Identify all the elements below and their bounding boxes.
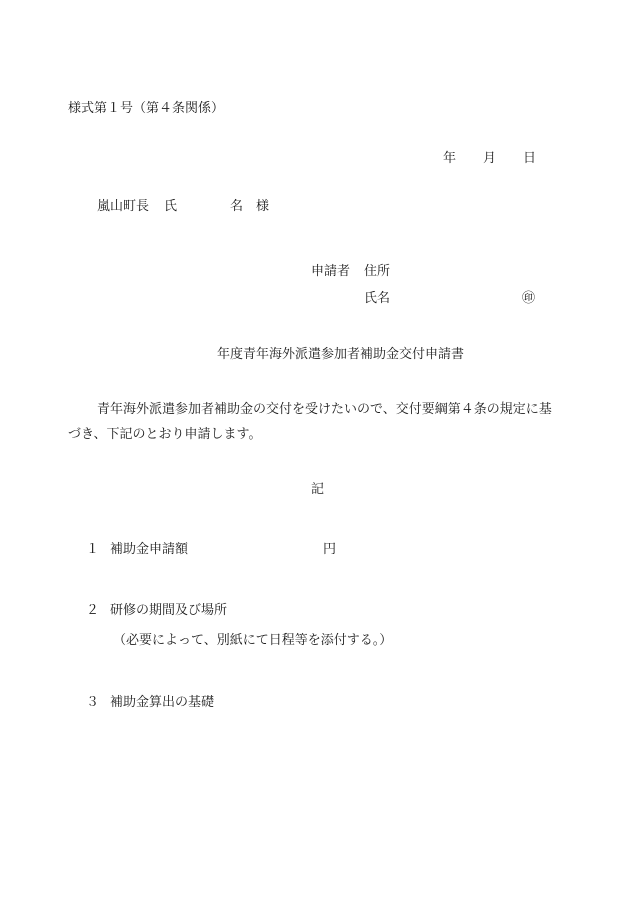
applicant-label: 申請者 bbox=[311, 264, 351, 279]
ki-heading: 記 bbox=[311, 482, 325, 497]
addressee-sama: 様 bbox=[256, 199, 270, 214]
date-day: 日 bbox=[523, 151, 537, 166]
item-2-label: 研修の期間及び場所 bbox=[110, 603, 228, 618]
item-3-label: 補助金算出の基礎 bbox=[110, 695, 215, 710]
applicant-name-label: 氏名 bbox=[364, 291, 391, 306]
body-line-1: 青年海外派遣参加者補助金の交付を受けたいので、交付要綱第４条の規定に基 bbox=[97, 402, 552, 417]
addressee-title: 嵐山町長 bbox=[97, 199, 150, 214]
item-2-note: （必要によって、別紙にて日程等を添付する。） bbox=[113, 633, 393, 648]
applicant-address-label: 住所 bbox=[364, 264, 391, 279]
item-3-number: ３ bbox=[86, 695, 100, 710]
date-month: 月 bbox=[483, 151, 497, 166]
date-year: 年 bbox=[443, 151, 457, 166]
addressee-honorific-1: 氏 bbox=[164, 199, 178, 214]
item-2-number: ２ bbox=[86, 603, 100, 618]
document-title: 年度青年海外派遣参加者補助金交付申請書 bbox=[217, 347, 465, 362]
addressee-honorific-2: 名 bbox=[230, 199, 244, 214]
item-1-number: １ bbox=[86, 542, 100, 557]
item-1-label: 補助金申請額 bbox=[110, 542, 189, 557]
body-line-2: づき、下記のとおり申請します。 bbox=[68, 427, 262, 442]
seal-mark: ㊞ bbox=[522, 291, 536, 306]
item-1-unit: 円 bbox=[323, 542, 337, 557]
form-number: 様式第１号（第４条関係） bbox=[68, 101, 225, 116]
